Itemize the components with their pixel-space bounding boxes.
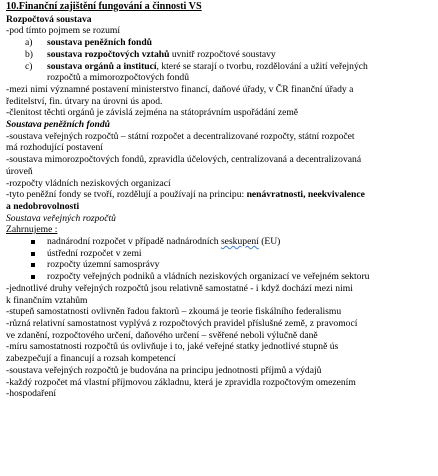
section-heading-soustava-penezních-fondu: Soustava peněžních fondů <box>6 119 110 131</box>
bullet-text: rozpočty veřejných podniků a vládních neziskových organizací ve veřejném sektoru <box>47 271 370 283</box>
paragraph-line: -pod tímto pojmem se rozumí <box>6 25 121 37</box>
bullet-item <box>6 271 432 283</box>
bullet-text: nadnárodní rozpočet v případě nadnárodních <box>47 236 221 248</box>
bullet-square-icon <box>31 252 35 256</box>
section-heading-rozpoctova-soustava: Rozpočtová soustava <box>6 13 92 25</box>
paragraph-line: zabezpečují a financují a rozsah kompetencí <box>6 353 176 365</box>
numbered-item-text: uvnitř rozpočtové soustavy <box>169 48 276 60</box>
bullet-square-icon <box>31 275 35 279</box>
paragraph-line: k finančním vztahům <box>6 294 88 306</box>
bullet-text: rozpočty územní samosprávy <box>47 259 160 271</box>
principles-bold: nenávratnosti, neekvivalence <box>246 189 365 201</box>
paragraph-line: úroveň <box>6 165 33 177</box>
paragraph-line: -soustava veřejných rozpočtů je budována na principu jednotnosti příjmů a výdajů <box>6 364 322 376</box>
paragraph-line: -členitost těchti orgánů je závislá zejména na státoprávním uspořádání země <box>6 107 299 119</box>
spellcheck-word: seskupení <box>220 236 259 248</box>
paragraph-text: -tyto peněžní fondy se tvoří, rozdělují a používají na principu: <box>6 189 247 201</box>
list-marker: b) <box>25 48 33 60</box>
numbered-item-bold: soustava orgánů a institucí <box>47 60 157 72</box>
bullet-square-icon <box>31 240 35 244</box>
numbered-item-c <box>6 61 432 73</box>
list-marker: a) <box>25 37 33 49</box>
bullet-item <box>6 259 432 271</box>
principles-bold-continuation: a nedobrovolnosti <box>6 200 80 212</box>
numbered-item-c-continuation: rozpočtů a mimorozpočtových fondů <box>47 72 189 84</box>
paragraph-line <box>6 189 432 201</box>
numbered-item-text: , které se starají o tvorbu, rozdělování a užití veřejných <box>156 60 368 72</box>
paragraph-line: -hospodaření <box>6 388 57 400</box>
numbered-item-a <box>6 37 432 49</box>
zahrnujeme-label: Zahrnujeme : <box>6 224 58 236</box>
paragraph-line: -mezi nimi významné postavení ministerstvo financí, daňové úřady, v ČR finanční úřady a <box>6 83 354 95</box>
paragraph-line: -rozpočty vládních neziskových organizací <box>6 177 171 189</box>
paragraph-line: -míru samostatnosti rozpočtů ús ovlivňuje i to, jaké veřejné statky jednotlivé stupně ús <box>6 341 339 353</box>
numbered-item-bold: soustava rozpočtových vztahů <box>47 48 170 60</box>
paragraph-line: -soustava mimorozpočtových fondů, zpravidla účelových, centralizovaná a decentralizovaná <box>6 154 362 166</box>
paragraph-line: -každý rozpočet má vlastní příjmovou základnu, která je zpravidla rozpočtovým omezením <box>6 376 356 388</box>
numbered-item-bold: soustava peněžních fondů <box>47 37 153 49</box>
section-heading-soustava-verejnych-rozpoctu: Soustava veřejných rozpočtů <box>6 212 116 224</box>
paragraph-line: -soustava veřejných rozpočtů – státní rozpočet a decentralizované rozpočty, státní rozpočet <box>6 130 355 142</box>
paragraph-line: -stupeň samostatnosti ovlivněn řadou faktorů – zkoumá je teorie fiskálního federalismu <box>6 306 342 318</box>
paragraph-line: ve zdanění, rozpočtového určení, daňového určení – svěřené neboli výlučně daně <box>6 329 318 341</box>
paragraph-line: -jednotlivé druhy veřejných rozpočtů jsou relativně samostatné - i když dochází mezi nimi <box>6 282 353 294</box>
bullet-item <box>6 236 432 248</box>
bullet-item <box>6 248 432 260</box>
paragraph-line: má rozhodující postavení <box>6 142 103 154</box>
list-marker: c) <box>25 60 33 72</box>
bullet-square-icon <box>31 263 35 267</box>
document-title: 10.Finanční zajištění fungování a činnosti VS <box>6 1 202 12</box>
bullet-text: (EU) <box>258 236 281 248</box>
paragraph-line: ředitelství, fin. útvary na úrovni ús apod. <box>6 95 163 107</box>
numbered-item-b <box>6 49 432 61</box>
paragraph-line: -různá relativní samostatnost vyplývá z rozpočtových pravidel příslušné země, z pravomocí <box>6 317 358 329</box>
bullet-text: ústřední rozpočet v zemi <box>47 247 142 259</box>
